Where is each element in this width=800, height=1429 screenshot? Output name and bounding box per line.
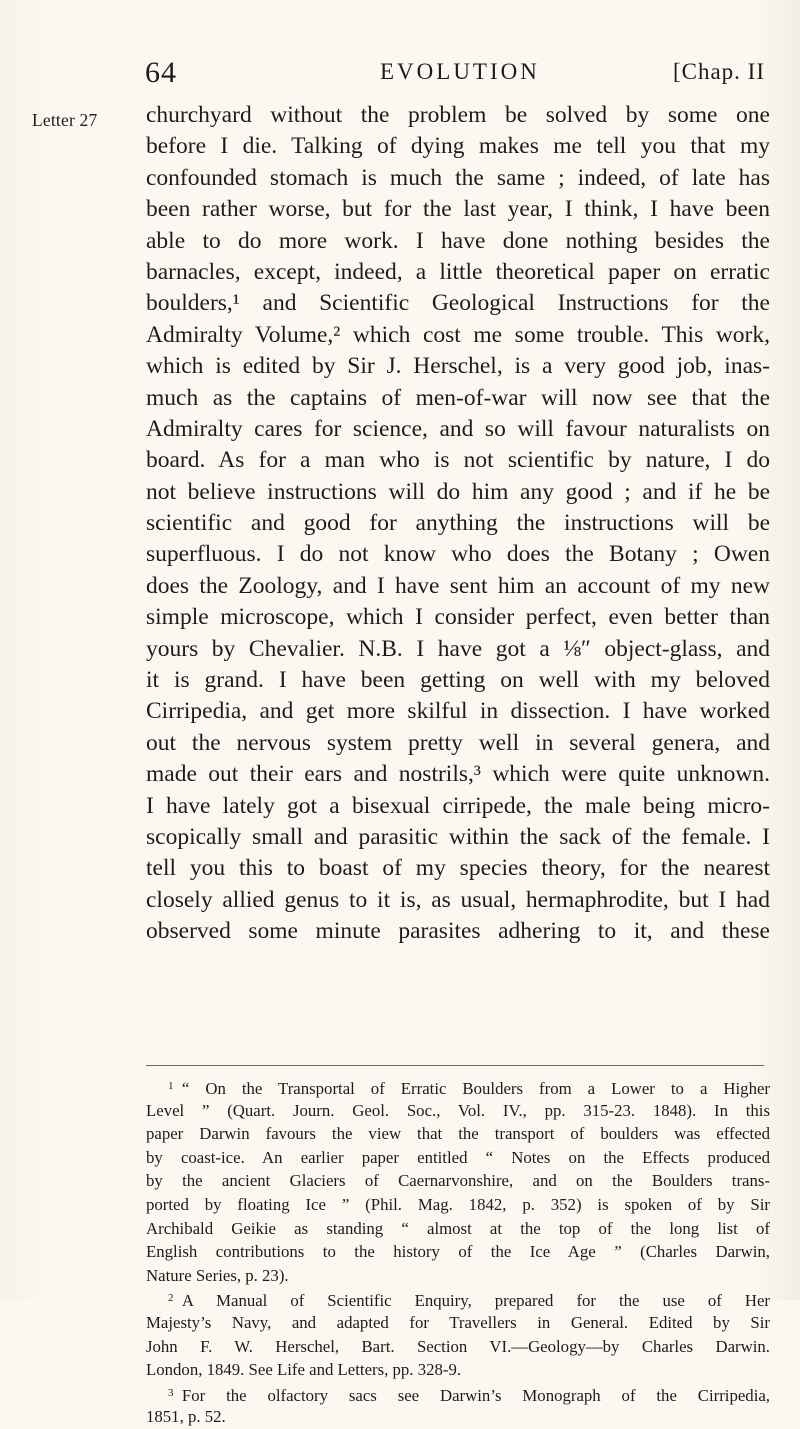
body-line: Cirripedia, and get more skilful in dissection. I have worked [146, 698, 770, 725]
body-line: churchyard without the problem be solved by some one [146, 102, 770, 128]
body-line: boulders,¹ and Scientific Geological Instructions for the [146, 290, 770, 317]
running-head [145, 56, 765, 92]
body-line: been rather worse, but for the last year, I think, I have been [146, 196, 770, 223]
footnote-text: For the olfactory sacs see Darwin’s Monograph of the Cirripedia, [181, 1385, 770, 1405]
footnote-text: Nature Series, p. 23). [146, 1265, 289, 1285]
footnote-marker: 3 [168, 1386, 174, 1399]
footnote-marker: 2 [168, 1292, 174, 1305]
body-line: Admiralty Volume,² which cost me some trouble. This work, [146, 321, 770, 348]
footnote-marker: 1 [168, 1080, 174, 1092]
footnote-text: A Manual of Scientific Enquiry, prepared for the use of Her [181, 1291, 770, 1311]
body-line: which is edited by Sir J. Herschel, is a very good job, inas- [146, 353, 770, 380]
footnote-text: English contributions to the history of the Ice Age ” (Charles Darwin, [146, 1242, 770, 1262]
footnote-line [146, 1382, 770, 1406]
footnote-text: by the ancient Glaciers of Caernarvonshire, and on the Boulders trans- [146, 1171, 770, 1191]
footnotes [146, 1075, 770, 1429]
footnote-line [146, 1287, 770, 1311]
footnote-line [146, 1217, 770, 1241]
chapter-tag: [Chap. II [672, 59, 765, 84]
body-line: scopically small and parasitic within the sack of the female. I [146, 823, 770, 850]
footnote-line [146, 1405, 770, 1429]
running-title: EVOLUTION [380, 59, 540, 84]
body-line: able to do more work. I have done nothing besides the [146, 227, 770, 254]
footnote-text: by coast-ice. An earlier paper entitled “ Notes on the Effects produced [146, 1147, 770, 1167]
footnote-line [146, 1146, 770, 1170]
footnote-text: Archibald Geikie as standing “ almost at the top of the long list of [146, 1218, 770, 1238]
footnote-text: ported by floating Ice ” (Phil. Mag. 1842, p. 352) is spoken of by Sir [146, 1194, 770, 1214]
body-line: it is grand. I have been getting on well with my beloved [146, 667, 770, 694]
body-line: made out their ears and nostrils,³ which were quite unknown. [146, 761, 770, 788]
footnote-rule [146, 1065, 764, 1066]
footnote-line [146, 1311, 770, 1335]
body-line: confounded stomach is much the same ; indeed, of late has [146, 164, 770, 191]
body-line: before I die. Talking of dying makes me tell you that my [146, 133, 770, 160]
body-line: simple microscope, which I consider perfect, even better than [146, 604, 770, 631]
body-line: yours by Chevalier. N.B. I have got a ⅛″ object-glass, and [146, 635, 770, 662]
body-line: not believe instructions will do him any good ; and if he be [146, 478, 770, 505]
body-line: much as the captains of men-of-war will now see that the [146, 384, 770, 411]
footnote-text: London, 1849. See Life and Letters, pp. 328-9. [146, 1360, 462, 1380]
body-line: barnacles, except, indeed, a little theoretical paper on erratic [146, 258, 770, 285]
body-line: out the nervous system pretty well in several genera, and [146, 729, 770, 756]
body-line: scientific and good for anything the instructions will be [146, 510, 770, 537]
letter-margin-note: Letter 27 [32, 110, 98, 130]
footnote-text: Majesty’s Navy, and adapted for Travellers in General. Edited by Sir [146, 1312, 770, 1332]
footnote-text: “ On the Transportal of Erratic Boulders from a Lower to a Higher [181, 1079, 770, 1098]
footnote-line [146, 1358, 770, 1382]
footnote-line [146, 1335, 770, 1359]
body-line: Admiralty cares for science, and so will favour naturalists on [146, 415, 770, 442]
footnote-line [146, 1075, 770, 1099]
footnote-line [146, 1122, 770, 1146]
footnote-text: John F. W. Herschel, Bart. Section VI.—Geology—by Charles Darwin. [146, 1336, 770, 1356]
footnote-text: Level ” (Quart. Journ. Geol. Soc., Vol. IV., pp. 315-23. 1848). In this [146, 1100, 770, 1120]
footnote-line [146, 1169, 770, 1193]
footnote-line [146, 1240, 770, 1264]
footnote-text: 1851, p. 52. [146, 1407, 226, 1427]
body-line: closely allied genus to it is, as usual, hermaphrodite, but I had [146, 886, 770, 913]
footnote-text: paper Darwin favours the view that the transport of boulders was effected [146, 1124, 770, 1144]
body-line: does the Zoology, and I have sent him an account of my new [146, 572, 770, 599]
body-line: superfluous. I do not know who does the Botany ; Owen [146, 541, 770, 568]
body-line: board. As for a man who is not scientific by nature, I do [146, 447, 770, 474]
footnote-line [146, 1264, 770, 1288]
letter-body-text [146, 100, 770, 948]
body-line: tell you this to boast of my species theory, for the nearest [146, 855, 770, 882]
body-line: observed some minute parasites adhering to it, and these [146, 918, 770, 945]
footnote-line [146, 1099, 770, 1123]
body-line: I have lately got a bisexual cirripede, the male being micro- [146, 792, 770, 819]
footnote-line [146, 1193, 770, 1217]
page-number: 64 [145, 56, 177, 89]
